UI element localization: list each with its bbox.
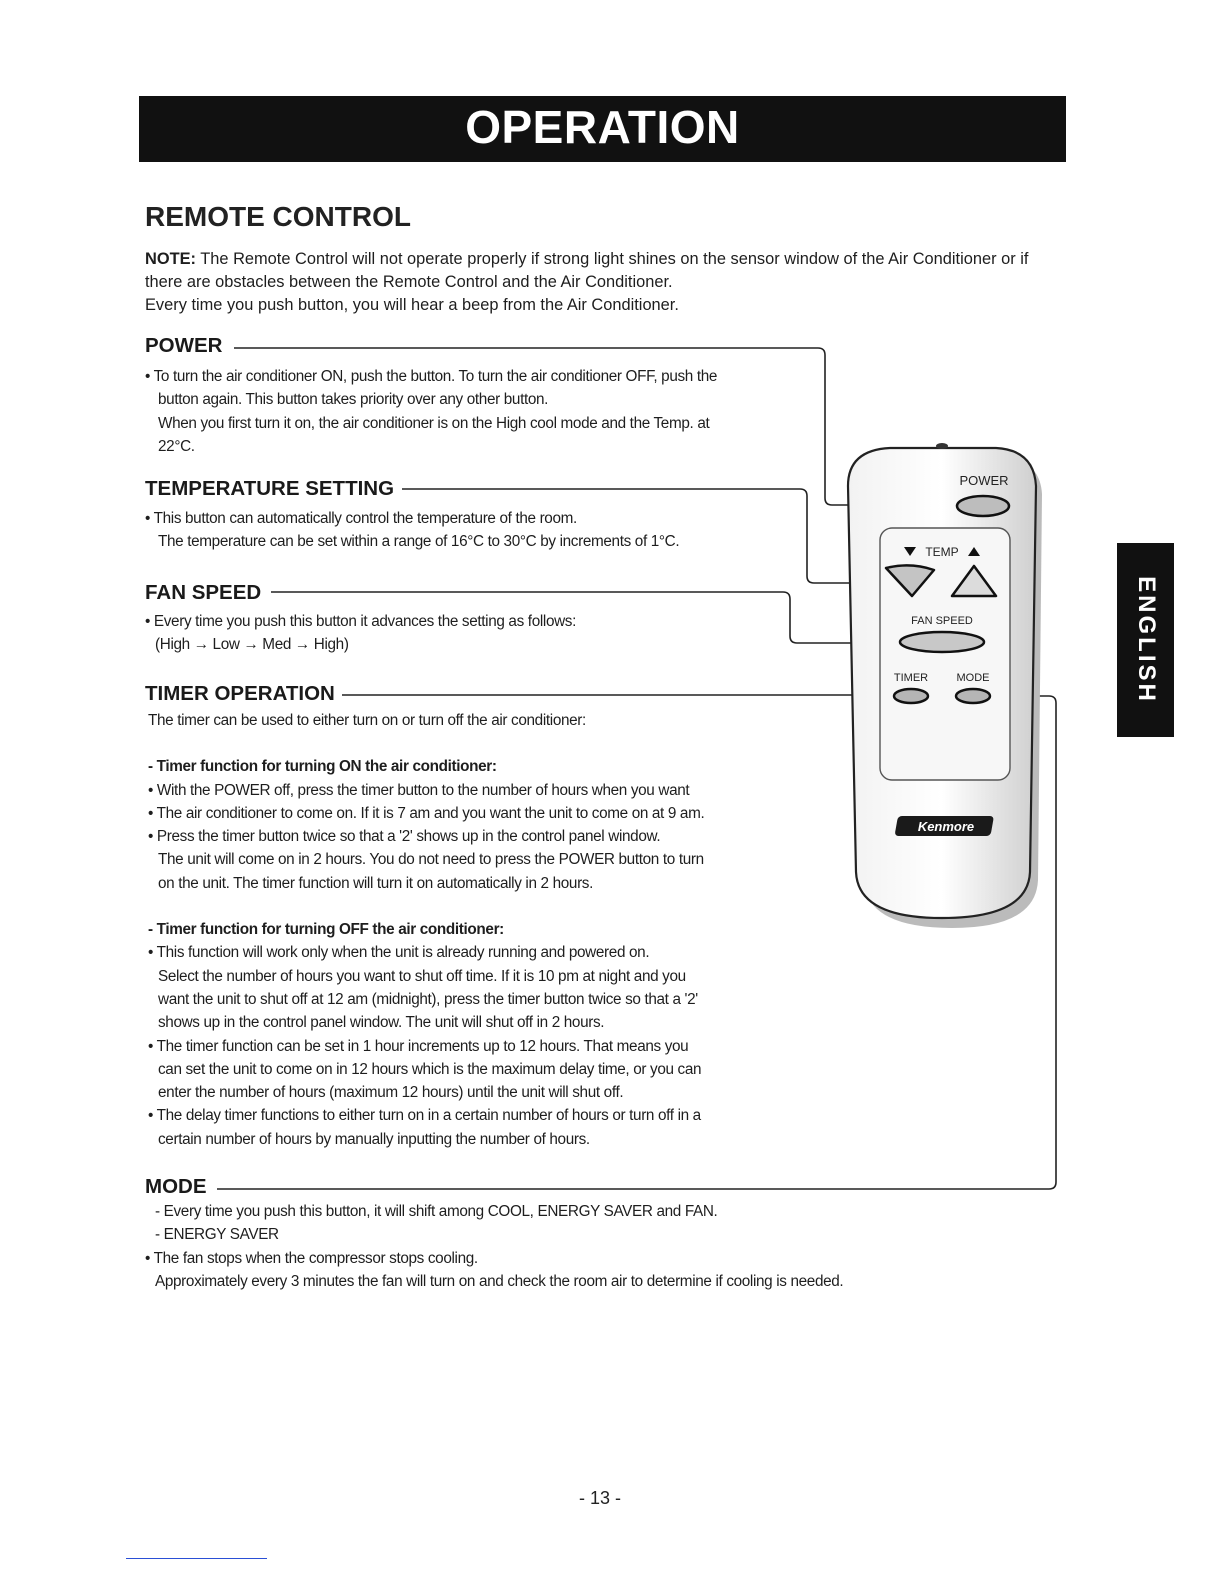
language-side-tab <box>1117 543 1174 737</box>
mode-line: - ENERGY SAVER <box>155 1226 279 1244</box>
note-text: The Remote Control will not operate properly if strong light shines on the sensor window of the Air Conditioner or if there are obstacles between the Remote Control and the Air Conditioner. <box>145 250 1029 291</box>
timer-on-line: • With the POWER off, press the timer button to the number of hours when you want <box>148 781 690 799</box>
mode-heading: MODE <box>145 1175 207 1198</box>
temperature-line: The temperature can be set within a range of 16°C to 30°C by increments of 1°C. <box>158 533 680 551</box>
remote-temp-label: TEMP <box>925 545 959 559</box>
remote-mode-button[interactable] <box>956 689 990 703</box>
timer-on-line: • The air conditioner to come on. If it is 7 am and you want the unit to come on at 9 am. <box>148 804 705 822</box>
mode-line: • The fan stops when the compressor stops cooling. <box>145 1249 478 1267</box>
power-description <box>145 365 825 458</box>
section-title: REMOTE CONTROL <box>145 201 411 232</box>
timer-off-subheading: - Timer function for turning OFF the air conditioner: <box>148 921 504 939</box>
timer-off-line: want the unit to shut off at 12 am (midnight), press the timer button twice so that a '2' <box>158 990 698 1008</box>
mode-description <box>145 1200 1045 1293</box>
timer-off-line: Select the number of hours you want to shut off time. If it is 10 pm at night and you <box>158 967 686 985</box>
fan-speed-description <box>145 610 785 657</box>
remote-power-label: POWER <box>959 473 1009 488</box>
language-side-tab-label: ENGLISH <box>1132 576 1160 704</box>
timer-off-line: shows up in the control panel window. The unit will shut off in 2 hours. <box>158 1014 605 1032</box>
note-text-2: Every time you push button, you will hear a beep from the Air Conditioner. <box>145 296 679 314</box>
remote-fan-button[interactable] <box>900 632 984 652</box>
timer-on-line: The unit will come on in 2 hours. You do not need to press the POWER button to turn <box>158 851 704 869</box>
timer-on-line: on the unit. The timer function will turn it on automatically in 2 hours. <box>158 874 594 892</box>
mode-line: - Every time you push this button, it will shift among COOL, ENERGY SAVER and FAN. <box>155 1203 718 1220</box>
mode-line: Approximately every 3 minutes the fan will turn on and check the room air to determine if cooling is needed. <box>155 1272 844 1290</box>
timer-off-line: • The timer function can be set in 1 hour increments up to 12 hours. That means you <box>148 1037 689 1055</box>
power-line: button again. This button takes priority over any other button. <box>158 391 549 409</box>
note-label: NOTE: <box>145 250 196 268</box>
timer-on-subheading: - Timer function for turning ON the air conditioner: <box>148 758 497 776</box>
power-heading: POWER <box>145 334 223 357</box>
timer-heading: TIMER OPERATION <box>145 682 335 705</box>
remote-mode-label: MODE <box>956 672 990 684</box>
timer-off-line: certain number of hours by manually inputting the number of hours. <box>158 1130 590 1148</box>
remote-timer-label: TIMER <box>893 672 929 684</box>
footer-rule <box>126 1558 267 1559</box>
fan-line: (High → Low → Med → High) <box>155 636 349 654</box>
remote-fan-label: FAN SPEED <box>911 615 973 627</box>
temperature-line: • This button can automatically control the temperature of the room. <box>145 510 577 527</box>
timer-off-line: enter the number of hours (maximum 12 hours) until the unit will shut off. <box>158 1084 624 1102</box>
timer-off-line: • The delay timer functions to either turn on in a certain number of hours or turn off in a <box>148 1107 701 1125</box>
remote-control-illustration <box>838 438 1048 930</box>
remote-power-button[interactable] <box>957 496 1009 516</box>
timer-off-line: • This function will work only when the unit is already running and powered on. <box>148 944 650 962</box>
page-number: - 13 - <box>578 1488 621 1508</box>
remote-brand-logo: Kenmore <box>917 819 975 834</box>
temperature-heading: TEMPERATURE SETTING <box>145 477 395 500</box>
page-banner-title: OPERATION <box>139 96 1066 162</box>
power-line: • To turn the air conditioner ON, push the button. To turn the air conditioner OFF, push the <box>145 368 718 385</box>
power-line: 22°C. <box>158 437 195 455</box>
temperature-description <box>145 507 825 554</box>
timer-intro: The timer can be used to either turn on or turn off the air conditioner: <box>148 712 586 729</box>
power-line: When you first turn it on, the air conditioner is on the High cool mode and the Temp. at <box>158 414 710 432</box>
fan-speed-heading: FAN SPEED <box>145 581 262 604</box>
timer-off-line: can set the unit to come on in 12 hours which is the maximum delay time, or you can <box>158 1060 702 1078</box>
fan-line: • Every time you push this button it advances the setting as follows: <box>145 613 577 630</box>
remote-timer-button[interactable] <box>894 689 928 703</box>
timer-description <box>148 709 838 1151</box>
timer-on-line: • Press the timer button twice so that a '2' shows up in the control panel window. <box>148 828 661 846</box>
